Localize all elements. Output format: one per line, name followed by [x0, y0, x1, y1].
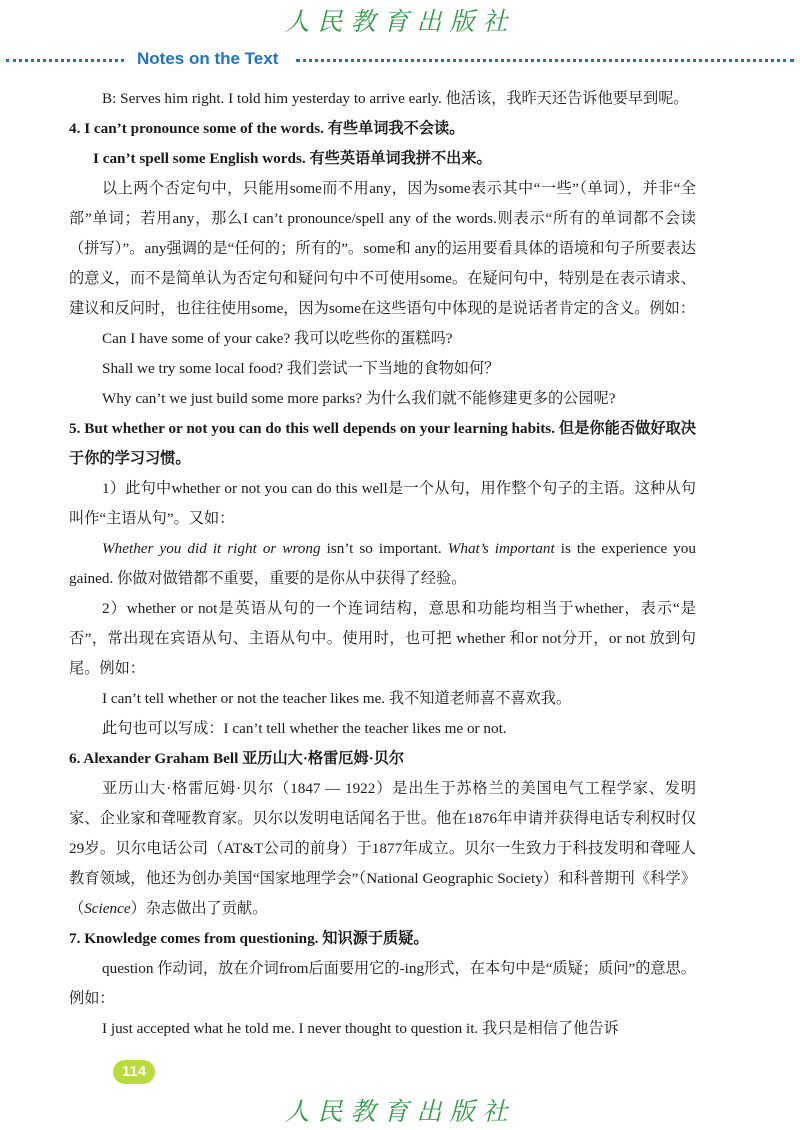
paragraph: 以上两个否定句中，只能用some而不用any，因为some表示其中“一些”（单词），并非“全部”单词；若用any，那么I can’t pronounce/spell any of the words.则表示“所有的单词都不会读（拼写）”。any强调的是“任何的；所有的”。some和 any的运用要看具体的语境和句子所要表达的意义，而不是简单认为否定句和疑问句中不可使用some。在疑问句中，特别是在表示请求、建议和反问时，也往往使用some，因为some在这些语句中体现的是说话者肯定的含义。例如： — [69, 180, 696, 317]
section-header — [0, 49, 800, 71]
example-line: Shall we try some local food? 我们尝试一下当地的食物如何？ — [102, 360, 500, 377]
example-line: 此句也可以写成：I can’t tell whether the teacher likes me or not. — [102, 720, 507, 737]
note-heading-4-second: I can’t spell some English words. 有些英语单词我拼不出来。 — [93, 150, 492, 167]
publisher-logo-bottom: 人民教育出版社 — [284, 1097, 516, 1126]
page-content — [69, 84, 696, 1044]
dotted-rule-right — [296, 59, 794, 62]
example-line: I just accepted what he told me. I never thought to question it. 我只是相信了他告诉 — [102, 1020, 619, 1037]
paragraph: question 作动词，放在介词from后面要用它的-ing形式，在本句中是“质疑；质问”的意思。例如： — [69, 960, 696, 1007]
text-span: isn’t so important. — [320, 540, 448, 557]
text-span: is the experience you gained. 你做对做错都不重要，重要的是你从中获得了经验。 — [69, 540, 696, 587]
section-title: Notes on the Text — [137, 49, 279, 68]
italic-phrase: Science — [84, 900, 131, 917]
note-heading-4: 4. I can’t pronounce some of the words. 有些单词我不会读。 — [69, 120, 465, 137]
italic-phrase: What’s important — [447, 540, 555, 557]
example-line: I can’t tell whether or not the teacher likes me. 我不知道老师喜不喜欢我。 — [102, 690, 572, 707]
note-heading-6: 6. Alexander Graham Bell 亚历山大·格雷厄姆·贝尔 — [69, 750, 405, 767]
note-heading-5: 5. But whether or not you can do this well depends on your learning habits. 但是你能否做好取决于你的学习习惯。 — [69, 420, 696, 467]
example-line: B: Serves him right. I told him yesterday to arrive early. 他活该，我昨天还告诉他要早到呢。 — [102, 90, 689, 107]
example-line: Can I have some of your cake? 我可以吃些你的蛋糕吗? — [102, 330, 453, 347]
publisher-logo-top: 人民教育出版社 — [284, 7, 516, 36]
paragraph — [69, 774, 696, 924]
paragraph: 1）此句中whether or not you can do this well是一个从句，用作整个句子的主语。这种从句叫作“主语从句”。又如： — [69, 480, 696, 527]
note-heading-7: 7. Knowledge comes from questioning. 知识源于质疑。 — [69, 930, 429, 947]
italic-phrase: Whether you did it right or wrong — [102, 540, 321, 557]
example-line: Why can’t we just build some more parks? 为什么我们就不能修建更多的公园呢? — [102, 390, 616, 407]
text-span: 亚历山大·格雷厄姆·贝尔（1847 — 1922）是出生于苏格兰的美国电气工程学家、发明家、企业家和聋哑教育家。贝尔以发明电话闻名于世。他在1876年申请并获得电话专利权时仅29岁。贝尔电话公司（AT&T公司的前身）于1877年成立。贝尔一生致力于科技发明和聋哑人教育领域，他还为创办美国“国家地理学会”（National Geographic Society）和科普期刊《科学》（ — [69, 780, 696, 917]
dotted-rule-left — [6, 59, 124, 62]
page-number-badge: 114 — [113, 1060, 155, 1084]
text-span: ）杂志做出了贡献。 — [130, 900, 268, 917]
paragraph: 2）whether or not是英语从句的一个连词结构，意思和功能均相当于whether，表示“是否”，常出现在宾语从句、主语从句中。使用时，也可把 whether 和or not分开，or not 放到句尾。例如： — [69, 600, 696, 677]
example-paragraph — [69, 534, 696, 594]
